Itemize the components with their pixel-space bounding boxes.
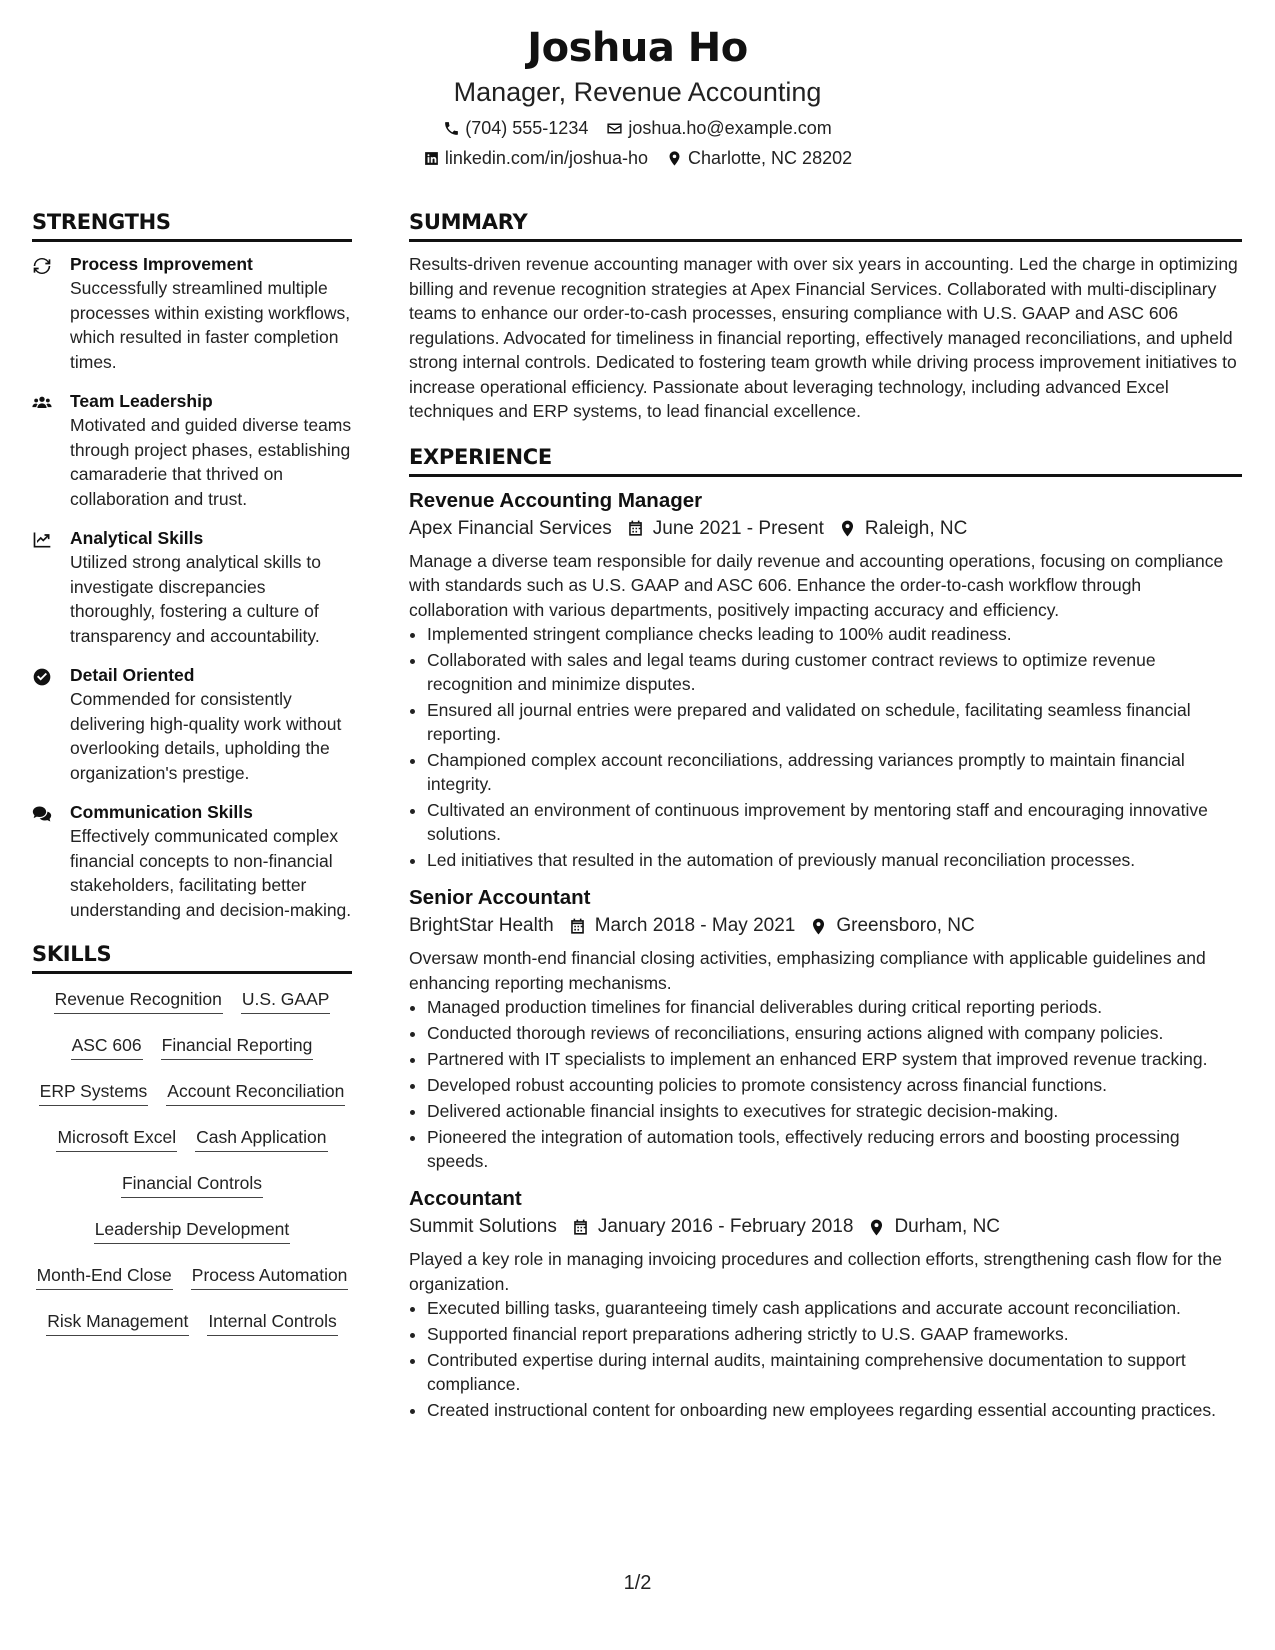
right-column [409,205,1242,1434]
skill-tag: Account Reconciliation [166,1079,345,1106]
map-marker-icon [666,150,683,167]
left-column [32,205,352,1355]
resume-header [0,22,1275,169]
summary-text: Results-driven revenue accounting manager with over six years in accounting. Led the charge in optimizing billing and revenue recognition strategies at Apex Financial Services. Collaborated with multi-disciplinary teams to enhance our order-to-cash processes, ensuring compliance with U.S. GAAP and ASC 606 regulations. Advocated for timeliness in financial reporting, effectively managed reconciliations, and upheld strong internal controls. Dedicated to fostering team growth while driving process improvement initiatives to increase operational efficiency. Passionate about leveraging technology, including advanced Excel techniques and ERP systems, to lead financial excellence. [409,254,1238,421]
strengths-heading: STRENGTHS [32,205,352,242]
list-item: • Cultivated an environment of continuous improvement by mentoring staff and encouraging innovative solutions. [427,798,1242,846]
job-meta [409,1213,1242,1241]
strength-title: Team Leadership [70,391,213,411]
candidate-title: Manager, Revenue Accounting [453,77,822,107]
list-item: • Implemented stringent compliance checks leading to 100% audit readiness. [427,622,1242,646]
job-bullets [409,995,1242,1173]
strength-title: Analytical Skills [70,528,204,548]
strength-title: Communication Skills [70,802,253,822]
strength-title: Detail Oriented [70,665,195,685]
list-item: • Supported financial report preparations adhering strictly to U.S. GAAP frameworks. [427,1322,1242,1346]
job-entry [409,1185,1242,1422]
map-marker-icon [838,519,857,538]
list-item: • Created instructional content for onboarding new employees regarding essential accounting practices. [427,1398,1242,1422]
skill-tag: Risk Management [46,1309,189,1336]
strength-item [32,252,352,374]
contact-phone [443,117,588,139]
skill-tag: Financial Reporting [161,1033,314,1060]
sync-icon [32,256,52,276]
contact-location [666,147,852,169]
skill-tag: Revenue Recognition [54,987,223,1014]
job-dates: January 2016 - February 2018 [597,1216,854,1237]
strength-item [32,663,352,785]
skill-tag: U.S. GAAP [241,987,331,1014]
strength-desc: Effectively communicated complex financial concepts to non-financial stakeholders, facilitating better understanding and decision-making. [70,826,352,920]
job-bullets [409,1296,1242,1422]
strength-desc: Motivated and guided diverse teams through project phases, establishing camaraderie that thrived on collaboration and trust. [70,415,352,509]
job-location: Raleigh, NC [864,517,968,539]
skill-tag: Financial Controls [121,1171,263,1198]
job-location: Durham, NC [894,1216,1001,1237]
strength-item [32,389,352,511]
job-dates: March 2018 - May 2021 [594,915,796,936]
skill-tag: Month-End Close [36,1263,173,1290]
strength-desc: Commended for consistently delivering high-quality work without overlooking details, upholding the organization's prestige. [70,689,342,783]
job-desc: Manage a diverse team responsible for daily revenue and accounting operations, focusing on compliance with standards such as U.S. GAAP and ASC 606. Enhance the order-to-cash workflow through collaboration with various departments, positively impacting accuracy and efficiency. [409,550,1224,620]
page-number: 1/2 [623,1572,652,1594]
calendar-icon [568,917,587,936]
job-title: Revenue Accounting Manager [409,488,703,512]
strength-item [32,526,352,648]
job-entry [409,487,1242,873]
skill-tag: Process Automation [191,1263,349,1290]
experience-heading: EXPERIENCE [409,440,1242,477]
list-item: • Executed billing tasks, guaranteeing timely cash applications and accurate account reconciliation. [427,1296,1242,1320]
job-title: Senior Accountant [409,886,591,909]
skill-tag: Cash Application [195,1125,327,1152]
skills-heading: SKILLS [32,937,352,974]
job-company: Summit Solutions [409,1216,557,1237]
list-item: • Contributed expertise during internal audits, maintaining comprehensive documentation to support compliance. [427,1348,1242,1396]
skill-tag: ERP Systems [39,1079,149,1106]
summary-heading: SUMMARY [409,205,1242,242]
strength-desc: Successfully streamlined multiple processes within existing workflows, which resulted in faster completion times. [70,278,351,372]
map-marker-icon [809,917,828,936]
comments-icon [32,804,52,824]
location-text: Charlotte, NC 28202 [688,148,853,168]
skill-tag: Internal Controls [207,1309,337,1336]
contact-row-2 [0,147,1275,169]
list-item: • Pioneered the integration of automation tools, effectively reducing errors and boosting processing speeds. [427,1125,1242,1173]
phone-icon [443,120,460,137]
linkedin-text[interactable]: linkedin.com/in/joshua-ho [444,148,649,168]
job-desc: Played a key role in managing invoicing procedures and collection efforts, strengthening cash flow for the organization. [409,1249,1222,1294]
list-item: • Collaborated with sales and legal teams during customer contract reviews to optimize revenue recognition and minimize disputes. [427,648,1242,696]
skill-tag: Microsoft Excel [56,1125,177,1152]
job-company: BrightStar Health [409,915,554,936]
candidate-name: Joshua Ho [527,25,748,71]
list-item: • Managed production timelines for financial deliverables during critical reporting periods. [427,995,1242,1019]
email-text[interactable]: joshua.ho@example.com [628,118,832,138]
list-item: • Developed robust accounting policies to promote consistency across financial functions. [427,1073,1242,1097]
linkedin-icon [423,150,440,167]
calendar-icon [571,1218,590,1237]
job-meta [409,515,1242,543]
job-dates: June 2021 - Present [652,517,824,539]
list-item: • Conducted thorough reviews of reconciliations, ensuring actions aligned with company policies. [427,1021,1242,1045]
envelope-icon [606,120,623,137]
job-location: Greensboro, NC [836,915,975,936]
contact-linkedin[interactable] [423,147,648,169]
list-item: • Partnered with IT specialists to implement an enhanced ERP system that improved revenue tracking. [427,1047,1242,1071]
list-item: • Ensured all journal entries were prepared and validated on schedule, facilitating seamless financial reporting. [427,698,1242,746]
job-entry [409,884,1242,1173]
job-bullets [409,622,1242,872]
list-item: • Championed complex account reconciliations, addressing variances promptly to maintain financial integrity. [427,748,1242,796]
skill-tag: Leadership Development [94,1217,291,1244]
job-company: Apex Financial Services [409,517,612,539]
job-desc: Oversaw month-end financial closing activities, emphasizing compliance with applicable guidelines and enhancing reporting mechanisms. [409,948,1206,993]
job-title: Accountant [409,1187,522,1210]
calendar-icon [626,519,645,538]
strength-desc: Utilized strong analytical skills to investigate discrepancies thoroughly, fostering a culture of transparency and accountability. [70,552,321,646]
skills-list [32,987,352,1355]
phone-text: (704) 555-1234 [465,118,589,138]
contact-email[interactable] [606,117,831,139]
contact-row-1 [0,117,1275,139]
check-circle-icon [32,667,52,687]
list-item: • Led initiatives that resulted in the automation of previously manual reconciliation processes. [427,848,1242,872]
map-marker-icon [867,1218,886,1237]
strength-item [32,800,352,922]
job-meta [409,912,1242,940]
chart-line-icon [32,530,52,550]
list-item: • Delivered actionable financial insights to executives for strategic decision-making. [427,1099,1242,1123]
skill-tag: ASC 606 [71,1033,143,1060]
strength-title: Process Improvement [70,254,253,274]
users-icon [32,393,52,413]
